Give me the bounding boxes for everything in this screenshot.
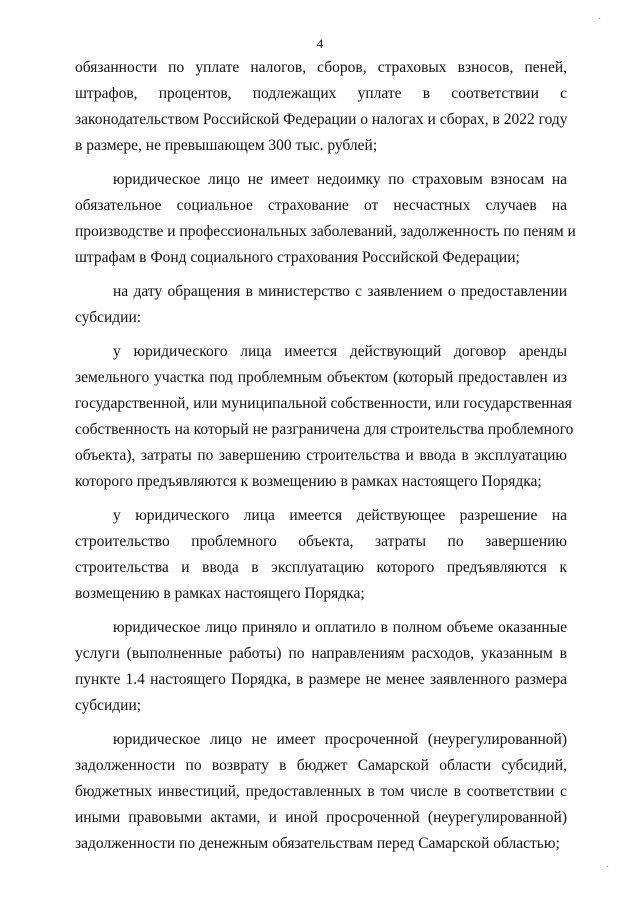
paragraph-3 bbox=[75, 279, 567, 331]
paragraph-2 bbox=[75, 167, 576, 271]
text-line: юридическое лицо не имеет недоимку по страховым взносам на bbox=[113, 171, 567, 188]
text-line: собственность на который не разграничена для строительства проблемного bbox=[75, 421, 574, 438]
text-line: юридическое лицо приняло и оплатило в полном объеме оказанные bbox=[113, 619, 567, 636]
text-line: производстве и профессиональных заболеваний, задолженность по пеням и bbox=[75, 223, 576, 240]
text-line: задолженности по возврату в бюджет Самарской области субсидий, bbox=[75, 757, 567, 774]
text-line: штрафам в Фонд социального страхования Российской Федерации; bbox=[75, 249, 520, 266]
document-body bbox=[75, 55, 576, 859]
page-number: 4 bbox=[316, 36, 324, 51]
scan-speck: · bbox=[598, 14, 602, 25]
text-line: в размере, не превышающем 300 тыс. рублей; bbox=[75, 137, 378, 154]
text-line: субсидии: bbox=[75, 309, 142, 326]
text-line: пункте 1.4 настоящего Порядка, в размере не менее заявленного размера bbox=[75, 671, 567, 688]
text-line: объекта), затраты по завершению строительства и ввода в эксплуатацию bbox=[75, 447, 567, 464]
paragraph-1 bbox=[75, 55, 567, 159]
text-line: у юридического лица имеется действующий договор аренды bbox=[113, 343, 567, 360]
text-line: законодательством Российской Федерации о налогах и сборах, в 2022 году bbox=[75, 111, 568, 128]
text-line: бюджетных инвестиций, предоставленных в том числе в соответствии с bbox=[75, 783, 567, 800]
paragraph-4 bbox=[75, 339, 574, 495]
text-line: штрафов, процентов, подлежащих уплате в соответствии с bbox=[75, 85, 567, 102]
paragraph-7 bbox=[75, 727, 567, 857]
text-line: государственной, или муниципальной собственности, или государственная bbox=[75, 395, 572, 412]
paragraph-5 bbox=[75, 503, 567, 607]
text-line: строительства и ввода в эксплуатацию которого предъявляются к bbox=[75, 559, 567, 576]
text-line: на дату обращения в министерство с заявлением о предоставлении bbox=[113, 283, 567, 300]
text-line: земельного участка под проблемным объектом (который предоставлен из bbox=[75, 369, 567, 386]
text-line: возмещению в рамках настоящего Порядка; bbox=[75, 585, 365, 602]
paragraph-6 bbox=[75, 615, 567, 719]
text-line: обязанности по уплате налогов, сборов, страховых взносов, пеней, bbox=[75, 59, 567, 76]
text-line: задолженности по денежным обязательствам перед Самарской областью; bbox=[75, 835, 560, 852]
text-line: обязательное социальное страхование от несчастных случаев на bbox=[75, 197, 567, 214]
text-line: юридическое лицо не имеет просроченной (неурегулированной) bbox=[113, 731, 567, 748]
text-line: услуги (выполненные работы) по направлениям расходов, указанным в bbox=[75, 645, 567, 662]
text-line: у юридического лица имеется действующее разрешение на bbox=[113, 507, 567, 524]
text-line: строительство проблемного объекта, затраты по завершению bbox=[75, 533, 567, 550]
text-line: субсидии; bbox=[75, 697, 142, 714]
text-line: иными правовыми актами, и иной просроченной (неурегулированной) bbox=[75, 809, 567, 826]
scan-speck: · bbox=[606, 862, 610, 873]
text-line: которого предъявляются к возмещению в рамках настоящего Порядка; bbox=[75, 473, 542, 490]
